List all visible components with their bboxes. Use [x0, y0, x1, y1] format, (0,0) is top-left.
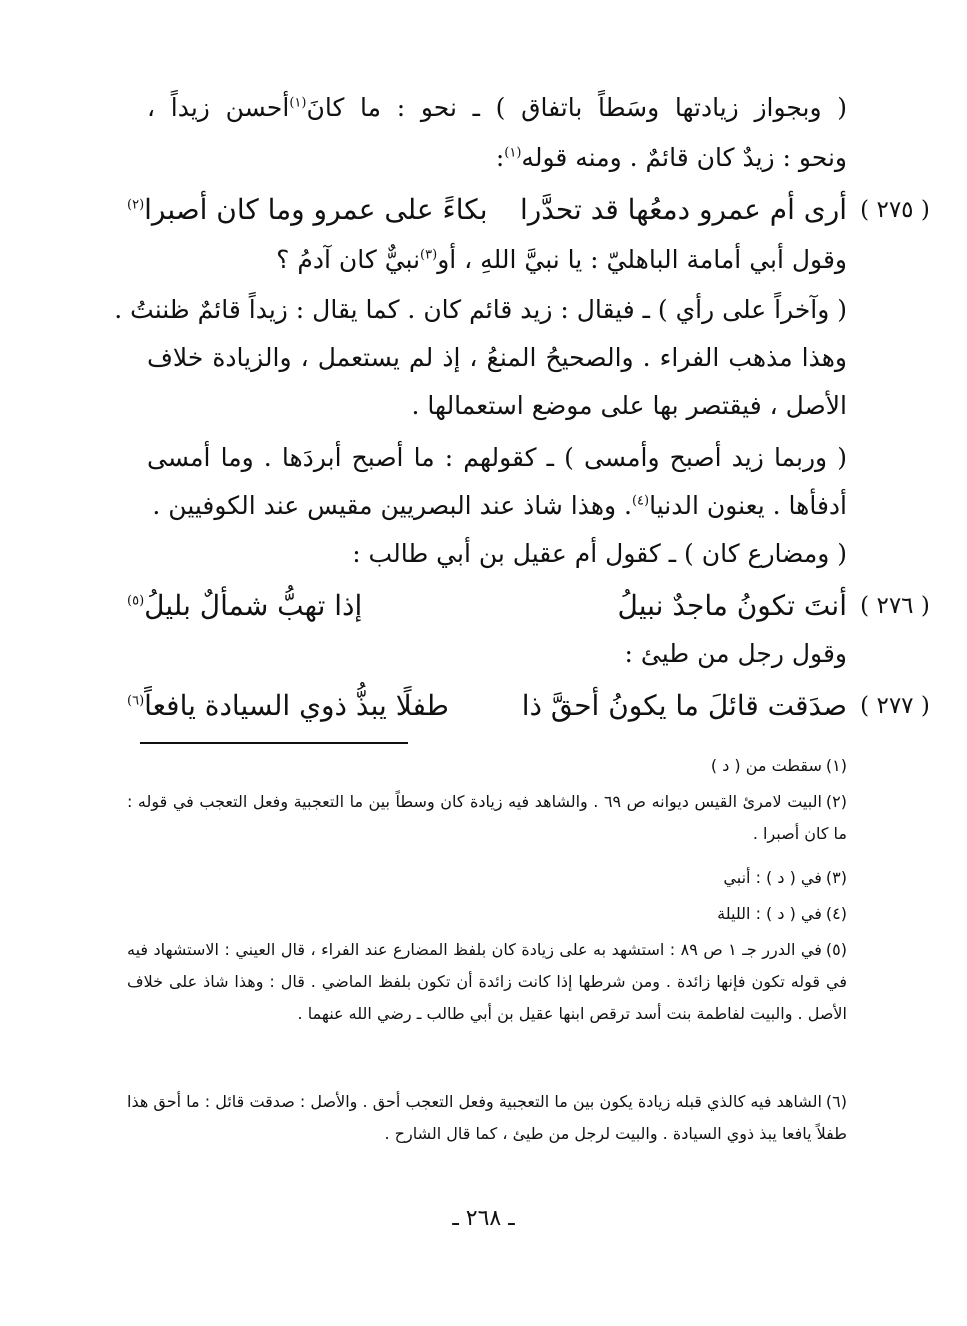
text-line-1: ( وبجواز زيادتها وسَطاً باتفاق ) ـ نحو : ما كانَ$^{(١)}$أحسن زيداً ، — [147, 93, 847, 122]
footnote-1: (١)سقطت من ( د ) — [710, 756, 847, 775]
text-line-7: الأصل ، فيقتصر بها على موضع استعمالها . — [411, 391, 847, 420]
text-line-5: ( وآخراً على رأي ) ـ فيقال : زيد قائم كان . كما يقال : زيداً قائمٌ ظننتُ . — [114, 295, 847, 324]
footnote-divider — [140, 742, 408, 744]
verse-first-hemistich: أرى أم عمرو دمعُها قد تحدَّرا — [519, 193, 847, 226]
verse-first-hemistich: صدَقت قائلَ ما يكونُ أحقَّ ذا — [521, 689, 847, 722]
verse-276 — [127, 584, 847, 628]
text-line-9: أدفأها . يعنون الدنيا$^{(٤)}$. وهذا شاذ عند البصريين مقيس عند الكوفيين . — [152, 491, 847, 520]
text-line-6: وهذا مذهب الفراء . والصحيحُ المنعُ ، إذ لم يستعمل ، والزيادة خلاف — [147, 343, 847, 372]
verse-second-hemistich: طفلًا يبذُّ ذوي السيادة يافعاً$^{(٦)}$ — [127, 689, 449, 722]
footnote-2: (٢)البيت لامرئ القيس ديوانه ص ٦٩ . والشاهد فيه زيادة كان وسطاً بين ما التعجبية وفعل التعجب في قوله : ما كان أصبرا . — [127, 792, 848, 843]
verse-first-hemistich: أنتَ تكونُ ماجدٌ نبيلُ — [617, 589, 847, 622]
verse-277 — [127, 684, 847, 728]
text-line-4: وقول أبي أمامة الباهليّ : يا نبيَّ اللهِ ، أو$^{(٣)}$نبيٌّ كان آدمُ ؟ — [276, 245, 847, 274]
verse-number: ( ٢٧٥ ) — [860, 197, 930, 223]
footnote-4: (٤)في ( د ) : الليلة — [717, 904, 847, 923]
text-line-10: ( ومضارع كان ) ـ كقول أم عقيل بن أبي طالب : — [352, 539, 847, 568]
footnote-3: (٣)في ( د ) : أنبي — [723, 868, 847, 887]
footnote-6: (٦)الشاهد فيه كالذي قبله زيادة يكون بين ما التعجبية وفعل التعجب أحق . والأصل : صدقت قائل : ما أحق هذا طفلاً يافعا يبذ ذوي السيادة . والبيت لرجل من طيئ ، كما قال الشارح . — [127, 1092, 847, 1143]
page-number: ـ ٢٦٨ ـ — [452, 1206, 515, 1231]
verse-number: ( ٢٧٧ ) — [860, 693, 930, 719]
text-line-8: ( وربما زيد أصبح وأمسى ) ـ كقولهم : ما أصبح أبردَها . وما أمسى — [147, 443, 847, 472]
text-line-2: ونحو : زيدٌ كان قائمٌ . ومنه قوله$^{(١)}$: — [495, 143, 847, 172]
text-line-12: وقول رجل من طيئ : — [624, 639, 847, 668]
verse-second-hemistich: بكاءً على عمرو وما كان أصبرا$^{(٢)}$ — [127, 193, 488, 226]
footnote-5: (٥)في الدرر جـ ١ ص ٨٩ : استشهد به على زيادة كان بلفظ المضارع عند الفراء ، قال العيني : الاستشهاد فيه في قوله تكون فإنها زائدة . ومن شرطها إذا كانت زائدة أن تكون بلفظ الماضي . قال : وهذا شاذ على خلاف الأصل . والبيت لفاطمة بنت أسد ترقص ابنها عقيل بن أبي طالب ـ رضي الله عنهما . — [127, 940, 848, 1023]
verse-275 — [127, 188, 847, 232]
verse-number: ( ٢٧٦ ) — [860, 593, 930, 619]
verse-second-hemistich: إذا تهبُّ شمألٌ بليلُ$^{(٥)}$ — [127, 589, 363, 622]
